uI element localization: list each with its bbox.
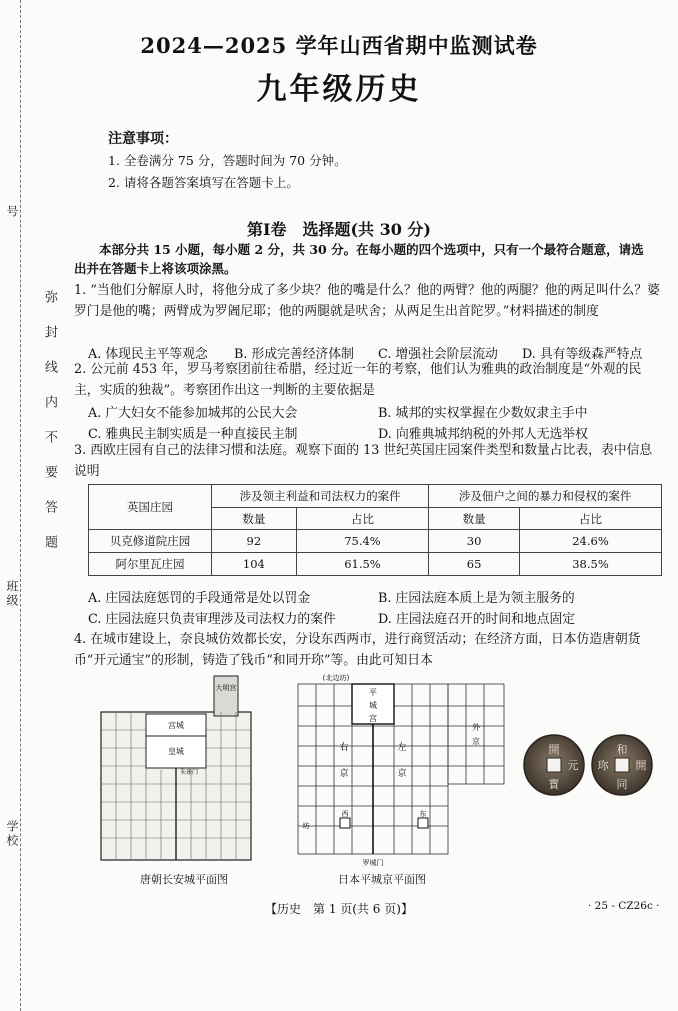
coin-right-char: 同 — [616, 778, 628, 791]
table-sub-header: 占比 — [519, 508, 661, 530]
q2-option-b: B. 城邦的实权掌握在少数奴隶主手中 — [378, 406, 588, 421]
table-cell: 24.6% — [519, 530, 661, 553]
binding-seal-text: 弥封线内不要答题 — [42, 290, 57, 570]
map2-label: 右 — [339, 743, 349, 753]
exam-title: 2024—2025 学年山西省期中监测试卷 — [140, 33, 538, 58]
notice-item: 1. 全卷满分 75 分，答题时间为 70 分钟。 — [108, 153, 347, 168]
map2-label: 外 — [472, 723, 480, 732]
map2-label: 罗城门 — [362, 859, 384, 867]
q2-option-c: C. 雅典民主制实质是一种直接民主制 — [88, 427, 298, 442]
coin-left-char: 開 — [548, 743, 560, 756]
q3-option-b: B. 庄园法庭本质上是为领主服务的 — [378, 591, 575, 606]
map1-label: 大明宫 — [215, 684, 237, 692]
q2-option-d: D. 向雅典城邦纳税的外邦人无选举权 — [378, 427, 588, 442]
table-cell: 贝克修道院庄园 — [89, 530, 212, 553]
map1-label: 朱雀门 — [180, 769, 199, 776]
binding-strip — [0, 0, 64, 1011]
table-sub-header: 数量 — [429, 508, 520, 530]
table-cell: 阿尔里瓦庄园 — [89, 553, 212, 576]
table-cell: 30 — [429, 530, 520, 553]
binding-label-class: 班级 — [5, 580, 19, 608]
map2-caption: 日本平城京平面图 — [338, 873, 426, 886]
q3-option-a: A. 庄园法庭惩罚的手段通常是处以罚金 — [88, 591, 311, 606]
q3-option-c: C. 庄园法庭只负责审理涉及司法权力的案件 — [88, 612, 336, 627]
question-1-stem: 1. “当他们分解原人时，将他分成了多少块？他的嘴是什么？他的两臂？他的两腿？他的两足叫什么？婆罗门是他的嘴；两臂成为罗阇尼耶；他的两腿就是吠舍；从两足生出首陀罗。”材料描述的制度 — [74, 283, 660, 319]
map1-label: 皇城 — [168, 747, 184, 756]
coin-left-char: 寳 — [548, 778, 560, 791]
subject-title: 九年级历史 — [256, 72, 422, 107]
map1-caption: 唐朝长安城平面图 — [140, 873, 228, 886]
changan-map — [100, 670, 270, 865]
map2-label: (北边坊) — [322, 674, 350, 682]
notice-heading: 注意事项： — [108, 131, 178, 147]
table-row — [89, 553, 662, 576]
table-cell: 75.4% — [296, 530, 429, 553]
coin-right-char: 開 — [635, 759, 647, 772]
map2-label: 京 — [472, 737, 480, 746]
map1-label: 宫城 — [168, 721, 184, 730]
map2-label: 东 — [419, 810, 427, 818]
coins-image — [518, 730, 658, 800]
footer-code: · 25 - CZ26c · — [588, 900, 660, 912]
q2-option-a: A. 广大妇女不能参加城邦的公民大会 — [88, 406, 298, 421]
coin-right-char: 珎 — [597, 759, 609, 772]
manor-case-table — [88, 484, 662, 576]
table-row — [89, 530, 662, 553]
table-cell: 65 — [429, 553, 520, 576]
section-intro: 本部分共 15 小题，每小题 2 分，共 30 分。在每小题的四个选项中，只有一个最符合题意，请选出并在答题卡上将该项涂黑。 — [74, 242, 644, 276]
notice-item: 2. 请将各题答案填写在答题卡上。 — [108, 175, 299, 190]
binding-label-number: 号 — [5, 205, 19, 219]
coin-left-char: 元 — [567, 759, 579, 772]
table-group-header: 涉及领主利益和司法权力的案件 — [212, 485, 429, 508]
question-4-stem: 4. 在城市建设上，奈良城仿效都长安，分设东西两市，进行商贸活动；在经济方面，日本仿造唐朝货币“开元通宝”的形制，铸造了钱币“和同开珎”等。由此可知日本 — [74, 632, 641, 668]
q1-option-a: A. 体现民主平等观念 — [88, 347, 208, 362]
map2-label: 京 — [397, 769, 407, 779]
table-sub-header: 占比 — [296, 508, 429, 530]
table-cell: 38.5% — [519, 553, 661, 576]
q1-option-d: D. 具有等级森严特点 — [522, 347, 643, 362]
map2-label: 左 — [397, 743, 407, 753]
map2-label: 西 — [341, 810, 349, 818]
map2-label: 城 — [369, 701, 377, 710]
footer-page-number: 【历史 第 1 页(共 6 页)】 — [265, 902, 413, 916]
map2-label: 平 — [369, 688, 377, 697]
table-cell: 92 — [212, 530, 297, 553]
heijokyo-map — [292, 668, 512, 868]
table-cell: 61.5% — [296, 553, 429, 576]
coin-right-char: 和 — [616, 743, 628, 756]
map2-label: 京 — [339, 769, 349, 779]
question-3-stem: 3. 西欧庄园有自己的法律习惯和法庭。观察下面的 13 世纪英国庄园案件类型和数量占比表，表中信息说明 — [74, 443, 653, 479]
table-sub-header: 数量 — [212, 508, 297, 530]
binding-line — [20, 0, 21, 1011]
table-corner: 英国庄园 — [89, 485, 212, 530]
table-cell: 104 — [212, 553, 297, 576]
map2-label: 坊 — [302, 822, 310, 830]
q1-option-c: C. 增强社会阶层流动 — [378, 347, 498, 362]
q3-option-d: D. 庄园法庭召开的时间和地点固定 — [378, 612, 576, 627]
question-2-stem: 2. 公元前 453 年，罗马考察团前往希腊，经过近一年的考察，他们认为雅典的政治制度是“外观的民主，实质的独裁”。考察团作出这一判断的主要依据是 — [74, 362, 642, 398]
table-group-header: 涉及佃户之间的暴力和侵权的案件 — [429, 485, 662, 508]
binding-label-school: 学校 — [5, 820, 19, 848]
map2-label: 宫 — [369, 714, 377, 723]
section-heading: 第Ⅰ卷 选择题(共 30 分) — [246, 220, 432, 239]
q1-option-b: B. 形成完善经济体制 — [234, 347, 354, 362]
